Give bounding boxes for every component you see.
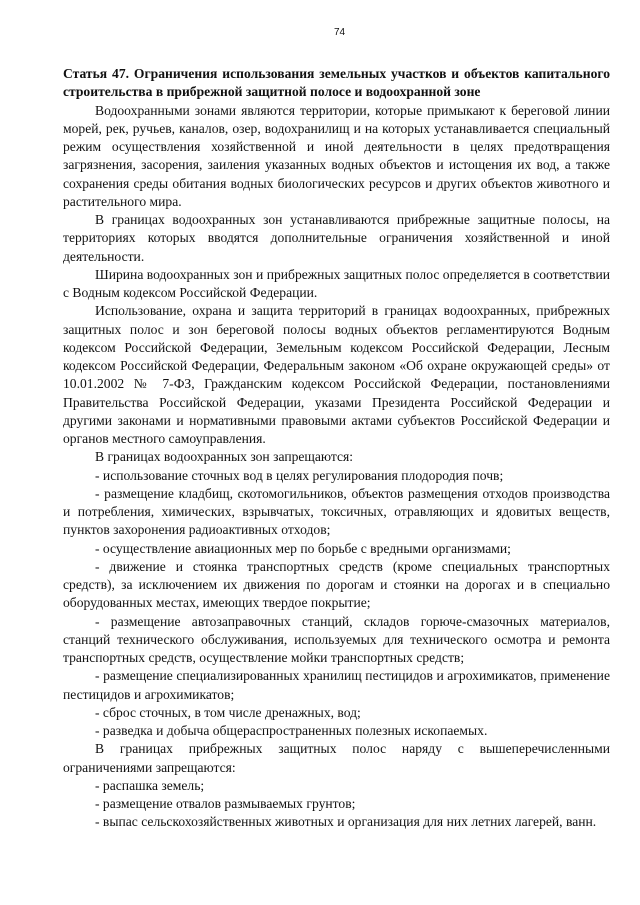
list-item: - размещение автозаправочных станций, складов горюче-смазочных материалов, станций технического обслуживания, используемых для технического осмотра и ремонта транспортных средств, осуществление мойки транспортных средств; xyxy=(63,613,610,665)
list-item: - использование сточных вод в целях регулирования плодородия почв; xyxy=(95,467,504,483)
zone-prohibitions-intro: В границах водоохранных зон запрещаются: xyxy=(95,449,354,465)
list-item: - выпас сельскохозяйственных животных и организация для них летних лагерей, ванн. xyxy=(95,814,597,830)
list-item: - сброс сточных, в том числе дренажных, вод; xyxy=(95,704,361,720)
strip-prohibitions-intro: В границах прибрежных защитных полос наряду с вышеперечисленными ограничениями запрещаются: xyxy=(63,741,610,775)
list-item: - размещение специализированных хранилищ пестицидов и агрохимикатов, применение пестицидов и агрохимикатов; xyxy=(63,668,610,702)
page-number: 74 xyxy=(333,27,346,38)
paragraph: В границах водоохранных зон устанавливаются прибрежные защитные полосы, на территориях которых вводятся дополнительные ограничения хозяйственной и иной деятельности. xyxy=(63,212,610,264)
article-title: Статья 47. Ограничения использования земельных участков и объектов капитального строительства в прибрежной защитной полосе и водоохранной зоне xyxy=(63,66,610,100)
paragraph: Водоохранными зонами являются территории, которые примыкают к береговой линии морей, рек, ручьев, каналов, озер, водохранилищ и на которых устанавливается специальный режим осуществления хозяйственной и иной деятельности в целях предотвращения загрязнения, засорения, заиления указанных водных объектов и истощения их вод, а также сохранения среды обитания водных биологических ресурсов и других объектов животного и растительного мира. xyxy=(63,102,610,209)
list-item: - распашка земель; xyxy=(95,777,205,793)
paragraph: Использование, охрана и защита территорий в границах водоохранных, прибрежных защитных полос и зон береговой полосы водных объектов регламентируются Водным кодексом Российской Федерации, Земельным кодексом Российской Федерации, Лесным кодексом Российской Федерации, Федеральным законом «Об охране окружающей среды» от 10.01.2002 № 7-ФЗ, Гражданским кодексом Российской Федерации, постановлениями Правительства Российской Федерации, указами Президента Российской Федерации и другими законами и нормативными правовыми актами субъектов Российской Федерации и органов местного самоуправления. xyxy=(63,303,610,446)
list-item: - осуществление авиационных мер по борьбе с вредными организмами; xyxy=(95,540,511,556)
list-item: - размещение кладбищ, скотомогильников, объектов размещения отходов производства и потребления, химических, взрывчатых, токсичных, отравляющих и ядовитых веществ, пунктов захоронения радиоактивных отходов; xyxy=(63,485,610,538)
paragraph: Ширина водоохранных зон и прибрежных защитных полос определяется в соответствии с Водным кодексом Российской Федерации. xyxy=(63,266,610,300)
list-item: - движение и стоянка транспортных средств (кроме специальных транспортных средств), за исключением их движения по дорогам и стоянки на дорогах и в специально оборудованных местах, имеющих твердое покрытие; xyxy=(63,558,610,611)
list-item: - разведка и добыча общераспространенных полезных ископаемых. xyxy=(95,723,488,738)
list-item: - размещение отвалов размываемых грунтов; xyxy=(95,796,356,811)
